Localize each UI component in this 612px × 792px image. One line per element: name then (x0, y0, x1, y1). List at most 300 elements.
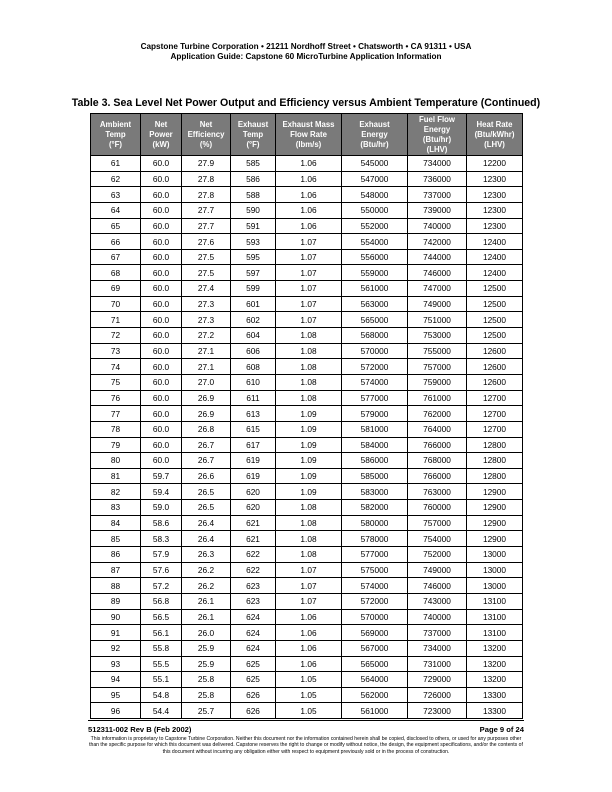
table-cell: 96 (91, 703, 141, 719)
table-cell: 575000 (342, 562, 408, 578)
table-cell: 726000 (408, 687, 467, 703)
table-cell: 751000 (408, 312, 467, 328)
table-cell: 621 (231, 531, 276, 547)
table-cell: 26.7 (182, 453, 231, 469)
table-cell: 92 (91, 640, 141, 656)
table-cell: 1.08 (276, 390, 342, 406)
table-cell: 55.8 (141, 640, 182, 656)
column-header-line: (LHV) (426, 144, 448, 154)
table-cell: 561000 (342, 281, 408, 297)
table-cell: 13100 (467, 593, 523, 609)
table-cell: 739000 (408, 202, 467, 218)
table-cell: 624 (231, 609, 276, 625)
table-cell: 1.07 (276, 593, 342, 609)
table-cell: 67 (91, 249, 141, 265)
column-header (231, 114, 276, 156)
table-cell: 740000 (408, 609, 467, 625)
table-cell: 1.06 (276, 609, 342, 625)
table-cell: 1.06 (276, 640, 342, 656)
column-header-line: (°F) (108, 139, 123, 149)
table-cell: 12300 (467, 187, 523, 203)
table-cell: 548000 (342, 187, 408, 203)
footer-divider (88, 720, 524, 721)
table-cell: 746000 (408, 265, 467, 281)
column-header-line: Exhaust Mass (282, 119, 335, 129)
table-cell: 60.0 (141, 421, 182, 437)
table-cell: 747000 (408, 281, 467, 297)
table-cell: 1.07 (276, 312, 342, 328)
table-cell: 13300 (467, 703, 523, 719)
table-cell: 60.0 (141, 234, 182, 250)
table-cell: 12500 (467, 312, 523, 328)
table-cell: 26.2 (182, 578, 231, 594)
table-cell: 55.5 (141, 656, 182, 672)
table-cell: 60.0 (141, 343, 182, 359)
table-cell: 25.7 (182, 703, 231, 719)
column-header-line: Temp (242, 129, 264, 139)
table-cell: 12900 (467, 531, 523, 547)
table-cell: 60.0 (141, 218, 182, 234)
table-cell: 12400 (467, 265, 523, 281)
table-row (91, 531, 523, 547)
table-cell: 54.4 (141, 703, 182, 719)
table-cell: 563000 (342, 296, 408, 312)
table-cell: 12300 (467, 218, 523, 234)
table-cell: 60.0 (141, 187, 182, 203)
column-header-line: Energy (423, 124, 451, 134)
table-cell: 624 (231, 640, 276, 656)
table-cell: 12400 (467, 249, 523, 265)
table-row (91, 468, 523, 484)
page-number: Page 9 of 24 (479, 725, 524, 734)
table-cell: 84 (91, 515, 141, 531)
table-cell: 1.09 (276, 468, 342, 484)
table-row (91, 406, 523, 422)
column-header-line: Temp (105, 129, 126, 139)
table-row (91, 234, 523, 250)
table-cell: 1.09 (276, 421, 342, 437)
column-header (182, 114, 231, 156)
table-cell: 81 (91, 468, 141, 484)
table-cell: 27.5 (182, 265, 231, 281)
table-cell: 625 (231, 672, 276, 688)
table-row (91, 547, 523, 563)
table-cell: 27.7 (182, 218, 231, 234)
table-row (91, 703, 523, 719)
table-cell: 615 (231, 421, 276, 437)
table-cell: 617 (231, 437, 276, 453)
table-cell: 620 (231, 484, 276, 500)
performance-table (90, 113, 523, 719)
table-cell: 737000 (408, 625, 467, 641)
table-cell: 26.8 (182, 421, 231, 437)
table-cell: 578000 (342, 531, 408, 547)
table-cell: 86 (91, 547, 141, 563)
table-row (91, 328, 523, 344)
table-cell: 60.0 (141, 437, 182, 453)
table-row (91, 562, 523, 578)
table-cell: 27.1 (182, 359, 231, 375)
table-cell: 625 (231, 656, 276, 672)
table-cell: 570000 (342, 609, 408, 625)
table-row (91, 171, 523, 187)
table-cell: 1.06 (276, 218, 342, 234)
table-title: Table 3. Sea Level Net Power Output and Efficiency versus Ambient Temperature (Continued) (71, 97, 541, 109)
table-cell: 12300 (467, 171, 523, 187)
table-cell: 622 (231, 562, 276, 578)
table-cell: 13100 (467, 609, 523, 625)
table-cell: 71 (91, 312, 141, 328)
table-cell: 25.9 (182, 656, 231, 672)
table-cell: 13100 (467, 625, 523, 641)
table-cell: 1.08 (276, 500, 342, 516)
table-cell: 60.0 (141, 374, 182, 390)
table-cell: 25.9 (182, 640, 231, 656)
table-row (91, 202, 523, 218)
table-row (91, 374, 523, 390)
table-cell: 621 (231, 515, 276, 531)
table-cell: 62 (91, 171, 141, 187)
column-header-line: (kW) (152, 139, 170, 149)
table-cell: 27.8 (182, 187, 231, 203)
table-cell: 55.1 (141, 672, 182, 688)
table-row (91, 421, 523, 437)
column-header-line: Exhaust (237, 119, 269, 129)
table-cell: 94 (91, 672, 141, 688)
table-cell: 13200 (467, 672, 523, 688)
column-header (91, 114, 141, 156)
table-cell: 1.08 (276, 531, 342, 547)
table-cell: 752000 (408, 547, 467, 563)
table-cell: 27.3 (182, 296, 231, 312)
table-cell: 762000 (408, 406, 467, 422)
table-cell: 12600 (467, 359, 523, 375)
table-row (91, 578, 523, 594)
table-cell: 66 (91, 234, 141, 250)
table-cell: 60.0 (141, 453, 182, 469)
table-cell: 27.1 (182, 343, 231, 359)
table-cell: 27.6 (182, 234, 231, 250)
table-cell: 13000 (467, 547, 523, 563)
table-cell: 12700 (467, 390, 523, 406)
table-cell: 755000 (408, 343, 467, 359)
table-row (91, 500, 523, 516)
table-cell: 80 (91, 453, 141, 469)
table-cell: 744000 (408, 249, 467, 265)
table-cell: 583000 (342, 484, 408, 500)
table-cell: 60.0 (141, 265, 182, 281)
table-cell: 12600 (467, 343, 523, 359)
table-cell: 580000 (342, 515, 408, 531)
table-cell: 757000 (408, 515, 467, 531)
table-cell: 13200 (467, 640, 523, 656)
table-cell: 57.6 (141, 562, 182, 578)
table-cell: 619 (231, 453, 276, 469)
column-header (467, 114, 523, 156)
table-cell: 1.08 (276, 374, 342, 390)
table-cell: 12800 (467, 468, 523, 484)
column-header (276, 114, 342, 156)
table-cell: 1.08 (276, 359, 342, 375)
table-cell: 60.0 (141, 156, 182, 172)
table-cell: 572000 (342, 359, 408, 375)
table-row (91, 218, 523, 234)
table-cell: 70 (91, 296, 141, 312)
table-cell: 559000 (342, 265, 408, 281)
column-header-line: Exhaust (359, 119, 390, 129)
table-cell: 77 (91, 406, 141, 422)
table-cell: 56.1 (141, 625, 182, 641)
table-cell: 12300 (467, 202, 523, 218)
table-cell: 26.5 (182, 500, 231, 516)
table-cell: 57.2 (141, 578, 182, 594)
table-cell: 27.3 (182, 312, 231, 328)
table-cell: 736000 (408, 171, 467, 187)
table-cell: 1.06 (276, 656, 342, 672)
table-cell: 57.9 (141, 547, 182, 563)
table-cell: 79 (91, 437, 141, 453)
table-cell: 74 (91, 359, 141, 375)
table-cell: 620 (231, 500, 276, 516)
column-header-line: Heat Rate (476, 119, 513, 129)
table-cell: 606 (231, 343, 276, 359)
table-cell: 757000 (408, 359, 467, 375)
column-header-line: Energy (361, 129, 388, 139)
table-cell: 12500 (467, 328, 523, 344)
table-cell: 60.0 (141, 312, 182, 328)
table-cell: 27.0 (182, 374, 231, 390)
table-cell: 26.2 (182, 562, 231, 578)
table-cell: 69 (91, 281, 141, 297)
column-header-line: Ambient (99, 119, 132, 129)
table-cell: 26.1 (182, 609, 231, 625)
table-cell: 27.8 (182, 171, 231, 187)
table-cell: 26.6 (182, 468, 231, 484)
table-cell: 593 (231, 234, 276, 250)
table-cell: 87 (91, 562, 141, 578)
table-row (91, 453, 523, 469)
column-header (342, 114, 408, 156)
table-cell: 56.8 (141, 593, 182, 609)
table-cell: 59.7 (141, 468, 182, 484)
page-header (0, 42, 612, 62)
table-row (91, 156, 523, 172)
table-cell: 12500 (467, 296, 523, 312)
table-header-row (91, 114, 523, 156)
column-header (408, 114, 467, 156)
table-cell: 60.0 (141, 328, 182, 344)
table-body (91, 156, 523, 719)
table-cell: 56.5 (141, 609, 182, 625)
table-cell: 742000 (408, 234, 467, 250)
column-header-line: (LHV) (484, 139, 505, 149)
table-cell: 1.08 (276, 515, 342, 531)
table-cell: 12900 (467, 500, 523, 516)
table-cell: 90 (91, 609, 141, 625)
table-cell: 13000 (467, 562, 523, 578)
table-cell: 64 (91, 202, 141, 218)
table-row (91, 687, 523, 703)
table-cell: 611 (231, 390, 276, 406)
table-cell: 595 (231, 249, 276, 265)
table-cell: 27.4 (182, 281, 231, 297)
table-cell: 626 (231, 703, 276, 719)
table-cell: 567000 (342, 640, 408, 656)
table-cell: 564000 (342, 672, 408, 688)
table-cell: 565000 (342, 656, 408, 672)
table-cell: 766000 (408, 468, 467, 484)
table-cell: 746000 (408, 578, 467, 594)
table-cell: 12800 (467, 453, 523, 469)
table-cell: 570000 (342, 343, 408, 359)
table-cell: 1.08 (276, 343, 342, 359)
table-cell: 27.5 (182, 249, 231, 265)
table-cell: 68 (91, 265, 141, 281)
table-cell: 60.0 (141, 390, 182, 406)
table-cell: 1.09 (276, 437, 342, 453)
table-cell: 54.8 (141, 687, 182, 703)
table-cell: 60.0 (141, 281, 182, 297)
table-row (91, 312, 523, 328)
table-cell: 763000 (408, 484, 467, 500)
table-cell: 565000 (342, 312, 408, 328)
table-cell: 1.06 (276, 187, 342, 203)
table-row (91, 640, 523, 656)
table-cell: 12600 (467, 374, 523, 390)
table-cell: 1.06 (276, 171, 342, 187)
table-cell: 574000 (342, 578, 408, 594)
table-cell: 12500 (467, 281, 523, 297)
table-cell: 83 (91, 500, 141, 516)
table-cell: 602 (231, 312, 276, 328)
table-cell: 740000 (408, 218, 467, 234)
table-cell: 1.05 (276, 687, 342, 703)
table-row (91, 359, 523, 375)
table-cell: 572000 (342, 593, 408, 609)
table-cell: 59.4 (141, 484, 182, 500)
table-cell: 734000 (408, 156, 467, 172)
table-cell: 1.09 (276, 484, 342, 500)
table-cell: 610 (231, 374, 276, 390)
table-cell: 65 (91, 218, 141, 234)
table-cell: 619 (231, 468, 276, 484)
table-cell: 613 (231, 406, 276, 422)
table-cell: 1.07 (276, 281, 342, 297)
table-row (91, 593, 523, 609)
table-cell: 12900 (467, 515, 523, 531)
table-cell: 1.08 (276, 547, 342, 563)
column-header (141, 114, 182, 156)
table-cell: 577000 (342, 547, 408, 563)
table-cell: 749000 (408, 296, 467, 312)
table-cell: 73 (91, 343, 141, 359)
table-cell: 26.9 (182, 390, 231, 406)
table-row (91, 656, 523, 672)
table-cell: 545000 (342, 156, 408, 172)
column-header-line: Flow Rate (290, 129, 327, 139)
column-header-line: Efficiency (187, 129, 225, 139)
table-cell: 60.0 (141, 249, 182, 265)
table-cell: 26.0 (182, 625, 231, 641)
table-cell: 91 (91, 625, 141, 641)
table-cell: 731000 (408, 656, 467, 672)
table-cell: 12800 (467, 437, 523, 453)
table-cell: 13300 (467, 687, 523, 703)
table-cell: 561000 (342, 703, 408, 719)
document-id: 512311-002 Rev B (Feb 2002) (88, 725, 192, 734)
table-cell: 552000 (342, 218, 408, 234)
table-cell: 604 (231, 328, 276, 344)
table-cell: 737000 (408, 187, 467, 203)
table-cell: 759000 (408, 374, 467, 390)
table-cell: 584000 (342, 437, 408, 453)
column-header-line: (%) (199, 139, 213, 149)
table-cell: 1.07 (276, 249, 342, 265)
table-cell: 60.0 (141, 296, 182, 312)
table-cell: 581000 (342, 421, 408, 437)
footer-line (88, 725, 524, 734)
table-cell: 1.08 (276, 328, 342, 344)
table-cell: 59.0 (141, 500, 182, 516)
table-cell: 764000 (408, 421, 467, 437)
table-cell: 590 (231, 202, 276, 218)
table-row (91, 187, 523, 203)
table-cell: 582000 (342, 500, 408, 516)
table-cell: 723000 (408, 703, 467, 719)
table-cell: 25.8 (182, 672, 231, 688)
table-row (91, 515, 523, 531)
table-cell: 25.8 (182, 687, 231, 703)
table-cell: 1.05 (276, 703, 342, 719)
column-header-line: (Btu/kWhr) (474, 129, 515, 139)
table-cell: 85 (91, 531, 141, 547)
table-row (91, 484, 523, 500)
table-row (91, 296, 523, 312)
table-row (91, 390, 523, 406)
table-cell: 753000 (408, 328, 467, 344)
table-row (91, 343, 523, 359)
table-cell: 26.4 (182, 515, 231, 531)
column-header-line: (Btu/hr) (422, 134, 452, 144)
table-cell: 597 (231, 265, 276, 281)
table-row (91, 281, 523, 297)
column-header-line: (lbm/s) (295, 139, 322, 149)
table-cell: 579000 (342, 406, 408, 422)
table-cell: 586000 (342, 453, 408, 469)
table-cell: 76 (91, 390, 141, 406)
table-cell: 58.3 (141, 531, 182, 547)
table-cell: 93 (91, 656, 141, 672)
table-cell: 623 (231, 593, 276, 609)
table-cell: 568000 (342, 328, 408, 344)
table-row (91, 625, 523, 641)
table-cell: 75 (91, 374, 141, 390)
table-cell: 569000 (342, 625, 408, 641)
table-cell: 13000 (467, 578, 523, 594)
table-cell: 623 (231, 578, 276, 594)
table-cell: 761000 (408, 390, 467, 406)
table-cell: 12400 (467, 234, 523, 250)
table-cell: 729000 (408, 672, 467, 688)
table-cell: 1.09 (276, 453, 342, 469)
table-cell: 1.06 (276, 156, 342, 172)
table-row (91, 609, 523, 625)
table-cell: 766000 (408, 437, 467, 453)
table-cell: 622 (231, 547, 276, 563)
table-cell: 550000 (342, 202, 408, 218)
table-cell: 60.0 (141, 359, 182, 375)
table-cell: 63 (91, 187, 141, 203)
